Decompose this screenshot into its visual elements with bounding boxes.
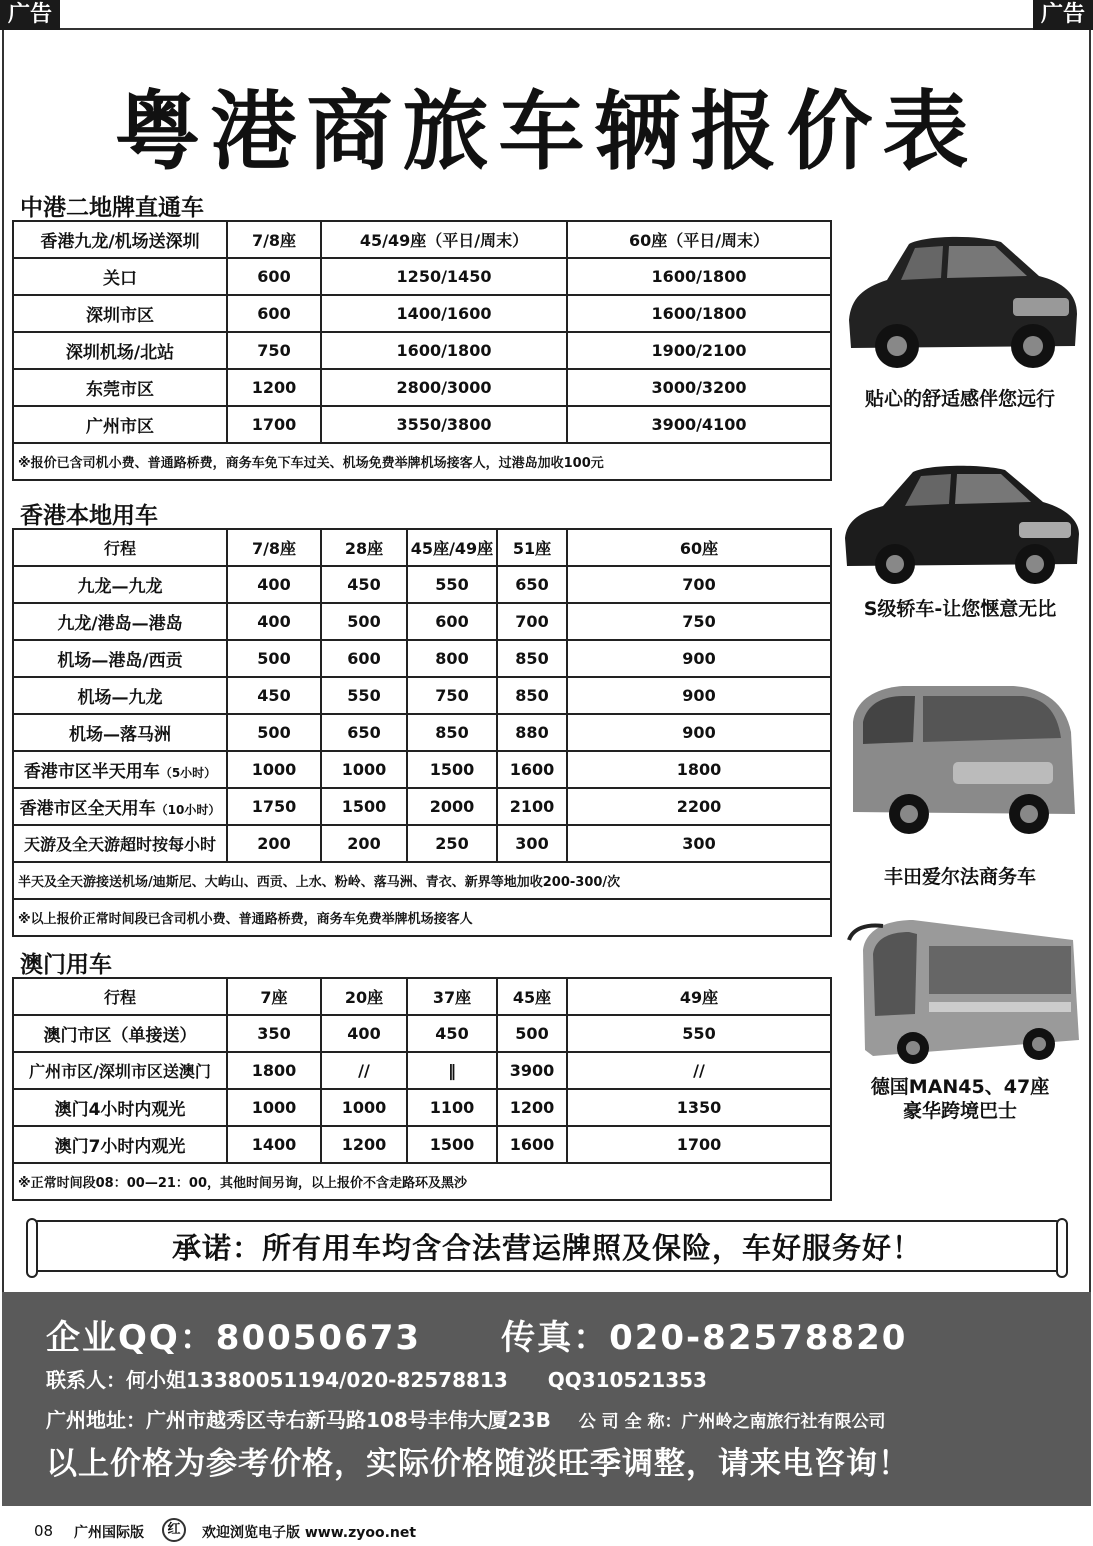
price-cell: 1400	[227, 1126, 321, 1163]
table-note: 半天及全天游接送机场/迪斯尼、大屿山、西贡、上水、粉岭、落马洲、青衣、新界等地加收200-300/次	[13, 862, 831, 899]
contact-qq: QQ310521353	[547, 1368, 707, 1392]
price-cell: 200	[227, 825, 321, 862]
table-note: ※以上报价正常时间段已含司机小费、普通路桥费，商务车免费举牌机场接客人	[13, 899, 831, 936]
price-cell: 1700	[567, 1126, 831, 1163]
table-row	[13, 677, 831, 714]
price-cell: 3900	[497, 1052, 567, 1089]
price-cell: 1600/1800	[321, 332, 567, 369]
price-cell: 650	[497, 566, 567, 603]
car-caption: 豪华跨境巴士	[902, 1100, 1017, 1122]
toyota-alphard-mpv-image	[843, 682, 1081, 842]
price-cell: 1350	[567, 1089, 831, 1126]
price-cell: 3000/3200	[567, 369, 831, 406]
car-caption: 德国MAN45、47座	[870, 1076, 1050, 1098]
price-cell: 550	[321, 677, 407, 714]
car-caption: 贴心的舒适感伴您远行	[864, 388, 1055, 410]
table-row	[13, 1089, 831, 1126]
s-class-sedan-image	[843, 460, 1081, 585]
price-cell: 1100	[407, 1089, 497, 1126]
price-cell: 1500	[407, 1126, 497, 1163]
price-cell: 1800	[567, 751, 831, 788]
table-header-row	[13, 221, 831, 258]
price-cell: 350	[227, 1015, 321, 1052]
table-row	[13, 751, 831, 788]
table-note-row	[13, 862, 831, 899]
price-cell: 1000	[227, 751, 321, 788]
row-label: 广州市区	[13, 406, 227, 443]
company-name: 公 司 全 称：广州岭之南旅行社有限公司	[578, 1412, 886, 1432]
header-cell: 60座	[567, 529, 831, 566]
price-cell: 1000	[321, 751, 407, 788]
price-cell: 550	[567, 1015, 831, 1052]
price-cell: 880	[497, 714, 567, 751]
page-title: 粤港商旅车辆报价表	[114, 82, 979, 182]
price-cell: 450	[407, 1015, 497, 1052]
macau-price-table	[12, 977, 832, 1201]
price-cell: //	[567, 1052, 831, 1089]
price-cell: 600	[321, 640, 407, 677]
price-cell: 2800/3000	[321, 369, 567, 406]
price-cell: 500	[497, 1015, 567, 1052]
welcome-text: 欢迎浏览电子版 www.zyoo.net	[202, 1525, 417, 1541]
price-cell: 200	[321, 825, 407, 862]
price-cell: 900	[567, 640, 831, 677]
price-cell: 750	[407, 677, 497, 714]
table-row	[13, 369, 831, 406]
table-row	[13, 332, 831, 369]
company-qq: 企业QQ：80050673	[46, 1318, 422, 1358]
car-caption: S级轿车-让您惬意无比	[863, 598, 1057, 620]
page-footer	[0, 1518, 1093, 1546]
ad-tag-right: 广告	[1033, 0, 1093, 30]
table-header-row	[13, 529, 831, 566]
section-title-cross-border: 中港二地牌直通车	[20, 195, 204, 221]
hk-local-price-table	[12, 528, 832, 937]
table-row	[13, 1015, 831, 1052]
section-title-hk-local: 香港本地用车	[20, 503, 158, 529]
price-cell: 2100	[497, 788, 567, 825]
price-cell: 1600/1800	[567, 258, 831, 295]
row-label: 深圳机场/北站	[13, 332, 227, 369]
price-cell: 2000	[407, 788, 497, 825]
price-cell: 250	[407, 825, 497, 862]
address: 广州地址：广州市越秀区寺右新马路108号丰伟大厦23B	[46, 1408, 551, 1432]
row-label: 关口	[13, 258, 227, 295]
price-cell: 450	[321, 566, 407, 603]
price-disclaimer: 以上价格为参考价格，实际价格随淡旺季调整，请来电咨询！	[46, 1446, 910, 1482]
page-number: 08	[34, 1522, 54, 1540]
qq-fax-line	[46, 1310, 907, 1359]
row-label: 澳门7小时内观光	[13, 1126, 227, 1163]
row-label	[13, 751, 227, 788]
magazine-logo-icon: 红	[162, 1518, 186, 1542]
price-cell: 500	[321, 603, 407, 640]
price-cell: 850	[497, 677, 567, 714]
header-cell: 37座	[407, 978, 497, 1015]
row-label: 深圳市区	[13, 295, 227, 332]
price-cell: 1800	[227, 1052, 321, 1089]
price-cell: //	[321, 1052, 407, 1089]
price-cell: 1400/1600	[321, 295, 567, 332]
header-cell: 45座	[497, 978, 567, 1015]
header-cell: 7/8座	[227, 529, 321, 566]
table-row	[13, 714, 831, 751]
row-label: 机场—港岛/西贡	[13, 640, 227, 677]
price-cell: 3900/4100	[567, 406, 831, 443]
price-cell: 500	[227, 714, 321, 751]
price-cell: 1500	[407, 751, 497, 788]
price-cell: 1000	[227, 1089, 321, 1126]
row-label: 九龙/港岛—港岛	[13, 603, 227, 640]
header-cell: 51座	[497, 529, 567, 566]
row-label-suffix: （5小时）	[159, 766, 217, 780]
price-cell: 400	[227, 603, 321, 640]
contact-panel	[2, 1292, 1091, 1506]
edition-label: 广州国际版	[74, 1525, 144, 1541]
header-cell: 7/8座	[227, 221, 321, 258]
row-label: 澳门市区（单接送）	[13, 1015, 227, 1052]
table-row	[13, 258, 831, 295]
price-cell: 600	[227, 295, 321, 332]
header-cell: 60座（平日/周末）	[567, 221, 831, 258]
price-cell: 750	[227, 332, 321, 369]
price-cell: 400	[227, 566, 321, 603]
table-note-row	[13, 899, 831, 936]
man-coach-bus-image	[843, 910, 1081, 1070]
table-row	[13, 295, 831, 332]
price-cell: 1600/1800	[567, 295, 831, 332]
row-label: 天游及全天游超时按每小时	[13, 825, 227, 862]
table-note-row	[13, 443, 831, 480]
price-cell: 1500	[321, 788, 407, 825]
contact-person-line	[46, 1364, 707, 1393]
row-label-text: 香港市区半天用车	[23, 762, 160, 782]
table-row	[13, 1126, 831, 1163]
price-cell: 1600	[497, 751, 567, 788]
row-label: 机场—落马洲	[13, 714, 227, 751]
row-label: 机场—九龙	[13, 677, 227, 714]
price-cell: 600	[227, 258, 321, 295]
price-cell: 1250/1450	[321, 258, 567, 295]
promise-banner	[34, 1220, 1060, 1272]
price-cell: 650	[321, 714, 407, 751]
price-cell: 1200	[227, 369, 321, 406]
price-cell: 900	[567, 714, 831, 751]
price-cell: 750	[567, 603, 831, 640]
price-cell: 1600	[497, 1126, 567, 1163]
table-row	[13, 1052, 831, 1089]
price-cell: 2200	[567, 788, 831, 825]
price-cell: 1200	[321, 1126, 407, 1163]
table-note: ※正常时间段08：00—21：00，其他时间另询，以上报价不含走路环及黑沙	[13, 1163, 831, 1200]
price-cell: 1900/2100	[567, 332, 831, 369]
price-cell: 800	[407, 640, 497, 677]
header-cell: 49座	[567, 978, 831, 1015]
table-row	[13, 825, 831, 862]
header-cell: 28座	[321, 529, 407, 566]
price-cell: 300	[567, 825, 831, 862]
price-cell: 1200	[497, 1089, 567, 1126]
car-caption: 丰田爱尔法商务车	[883, 866, 1036, 888]
address-line	[46, 1404, 886, 1433]
header-cell: 行程	[13, 978, 227, 1015]
table-row	[13, 603, 831, 640]
price-cell: 3550/3800	[321, 406, 567, 443]
row-label	[13, 788, 227, 825]
price-cell: 300	[497, 825, 567, 862]
price-cell: ‖	[407, 1052, 497, 1089]
price-cell: 600	[407, 603, 497, 640]
price-cell: 900	[567, 677, 831, 714]
header-cell: 45座/49座	[407, 529, 497, 566]
section-title-macau: 澳门用车	[20, 952, 112, 978]
promise-text: 承诺：所有用车均含合法营运牌照及保险，车好服务好！	[171, 1231, 922, 1265]
price-cell: 700	[497, 603, 567, 640]
price-cell: 1700	[227, 406, 321, 443]
header-cell: 45/49座（平日/周末）	[321, 221, 567, 258]
sedan-car-image	[843, 228, 1081, 378]
table-row	[13, 788, 831, 825]
fax-number: 传真：020-82578820	[501, 1318, 908, 1358]
row-label-text: 香港市区全天用车	[19, 799, 156, 819]
price-cell: 700	[567, 566, 831, 603]
table-row	[13, 566, 831, 603]
row-label: 九龙—九龙	[13, 566, 227, 603]
header-cell: 7座	[227, 978, 321, 1015]
table-note: ※报价已含司机小费、普通路桥费，商务车免下车过关、机场免费举牌机场接客人，过港岛加收100元	[13, 443, 831, 480]
row-label: 东莞市区	[13, 369, 227, 406]
cross-border-price-table	[12, 220, 832, 481]
table-row	[13, 406, 831, 443]
price-cell: 850	[497, 640, 567, 677]
row-label: 广州市区/深圳市区送澳门	[13, 1052, 227, 1089]
contact-person: 联系人：何小姐13380051194/020-82578813	[46, 1368, 508, 1392]
price-cell: 400	[321, 1015, 407, 1052]
price-cell: 550	[407, 566, 497, 603]
price-cell: 450	[227, 677, 321, 714]
price-cell: 500	[227, 640, 321, 677]
price-cell: 1750	[227, 788, 321, 825]
table-header-row	[13, 978, 831, 1015]
header-cell: 20座	[321, 978, 407, 1015]
row-label: 澳门4小时内观光	[13, 1089, 227, 1126]
row-label-suffix: （10小时）	[155, 803, 221, 817]
price-cell: 1000	[321, 1089, 407, 1126]
table-note-row	[13, 1163, 831, 1200]
price-cell: 850	[407, 714, 497, 751]
header-cell: 行程	[13, 529, 227, 566]
header-cell: 香港九龙/机场送深圳	[13, 221, 227, 258]
ad-tag-left: 广告	[0, 0, 60, 30]
table-row	[13, 640, 831, 677]
